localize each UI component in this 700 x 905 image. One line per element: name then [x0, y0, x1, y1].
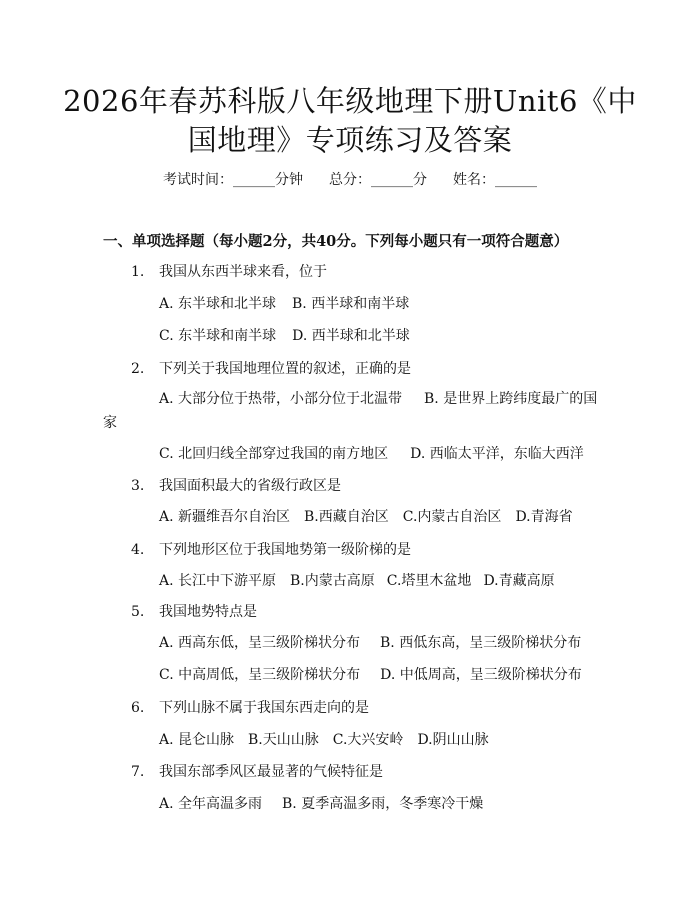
- question-text: 我国从东西半球来看，位于: [159, 264, 327, 280]
- option: C.大兴安岭: [332, 732, 404, 748]
- question-text: 下列山脉不属于我国东西走向的是: [159, 700, 369, 716]
- question-number: 5.: [131, 604, 145, 620]
- question-5: [131, 601, 257, 621]
- exam-meta: [0, 169, 700, 189]
- question-number: 6.: [131, 700, 145, 716]
- option: C. 北回归线全部穿过我国的南方地区: [159, 446, 389, 462]
- question-6: [131, 697, 369, 717]
- option-line: [159, 664, 582, 684]
- option: B.内蒙古高原: [290, 573, 375, 589]
- option: B. 夏季高温多雨，冬季寒冷干燥: [282, 796, 484, 812]
- option: A. 东半球和北半球: [159, 296, 277, 312]
- option: D. 中低周高，呈三级阶梯状分布: [380, 667, 582, 683]
- option-line: [159, 443, 584, 463]
- question-number: 7.: [131, 764, 145, 780]
- option-line: [159, 632, 581, 652]
- option: C.塔里木盆地: [386, 573, 472, 589]
- question-1: [131, 261, 327, 281]
- option: C. 中高周低，呈三级阶梯状分布: [159, 667, 361, 683]
- question-3: [131, 475, 341, 495]
- option: D. 西半球和北半球: [292, 328, 410, 344]
- option-wrap: 家: [103, 415, 117, 431]
- question-2: [131, 358, 411, 378]
- option: A. 长江中下游平原: [159, 573, 277, 589]
- option-line: [159, 293, 409, 313]
- exam-time: 考试时间：______分钟: [163, 172, 303, 188]
- option: A. 全年高温多雨: [159, 796, 263, 812]
- option: A. 西高东低，呈三级阶梯状分布: [159, 635, 361, 651]
- question-4: [131, 539, 411, 559]
- option-line: [159, 325, 410, 345]
- page-title: 2026年春苏科版八年级地理下册Unit6《中国地理》专项练习及答案: [63, 84, 637, 157]
- option-line: [159, 729, 489, 749]
- option: D. 西临太平洋，东临大西洋: [410, 446, 584, 462]
- question-text: 我国地势特点是: [159, 604, 257, 620]
- question-number: 1.: [131, 264, 145, 280]
- option: B.西藏自治区: [304, 509, 389, 525]
- question-number: 2.: [131, 361, 145, 377]
- option-line: [159, 388, 597, 408]
- option: C. 东半球和南半球: [159, 328, 277, 344]
- option: B. 西半球和南半球: [292, 296, 410, 312]
- option: D.青藏高原: [483, 573, 555, 589]
- option: D.青海省: [515, 509, 573, 525]
- option-line: [159, 506, 573, 526]
- option: C.内蒙古自治区: [402, 509, 502, 525]
- option: A. 大部分位于热带，小部分位于北温带: [159, 391, 403, 407]
- question-number: 4.: [131, 542, 145, 558]
- option: D.阴山山脉: [417, 732, 489, 748]
- question-text: 我国面积最大的省级行政区是: [159, 478, 341, 494]
- student-name: 姓名：______: [453, 172, 537, 188]
- total-score: 总分：______分: [329, 172, 427, 188]
- question-text: 我国东部季风区最显著的气候特征是: [159, 764, 383, 780]
- option: B. 西低东高，呈三级阶梯状分布: [380, 635, 582, 651]
- question-text: 下列关于我国地理位置的叙述，正确的是: [159, 361, 411, 377]
- option: B. 是世界上跨纬度最广的国: [424, 391, 598, 407]
- option: A. 昆仑山脉: [159, 732, 235, 748]
- question-7: [131, 761, 383, 781]
- question-text: 下列地形区位于我国地势第一级阶梯的是: [159, 542, 411, 558]
- question-number: 3.: [131, 478, 145, 494]
- option: B.天山山脉: [248, 732, 319, 748]
- option-line: [159, 570, 555, 590]
- option-line: [159, 793, 483, 813]
- section-heading: 一、单项选择题（每小题2分，共40分。下列每小题只有一项符合题意）: [103, 233, 569, 250]
- option: A. 新疆维吾尔自治区: [159, 509, 291, 525]
